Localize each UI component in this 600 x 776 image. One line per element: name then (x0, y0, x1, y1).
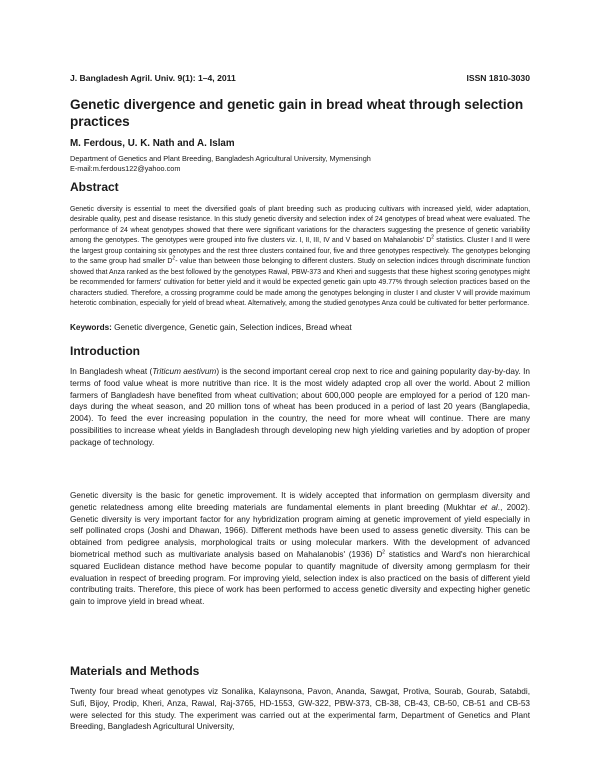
introduction-paragraph-2: Genetic diversity is the basic for genetic improvement. It is widely accepted that information on germplasm diversity and genetic relatedness among elite breeding materials are fundamental elements in plant breeding (Mukhtar et al., 2002). Genetic diversity is very important factor for any hybridization program aiming at genetic improvement of yield especially in self pollinated crops (Joshi and Dhawan, 1966). Different methods have been used to assess genetic diversity. This can be obtained from pedigree analysis, morphological traits or using molecular markers. With the development of advanced biometrical method such as multivariate analysis based on Mahalanobis' (1936) $D^2$ statistics and Ward's non hierarchical squared Euclidean distance method have become popular to quantify magnitude of diversity among germplasm for their evaluation in respect of breeding program. For improving yield, selection index is also practiced on the basis of different yield contributing traits. Therefore, this piece of work has been performed to access genetic diversity and expecting higher genetic gain to improve yield in bread wheat. (70, 491, 531, 607)
keywords-text: Genetic divergence, Genetic gain, Selection indices, Bread wheat (111, 323, 352, 332)
introduction-paragraph-1: In Bangladesh wheat (Triticum aestivum) is the second important cereal crop next to rice and gaining popularity day-by-day. In terms of food value wheat is more nutritive than rice. It is the most widely adapted crop all over the world. About 2 million farmers of Bangladesh have benefited from wheat cultivation; about 600,000 people are employed for a period of 120 man-days during the wheat season, and 20 million tons of wheat has been produced in a period of last 20 years (Banglapedia, 2004). To feed the ever increasing population in the country, the need for more wheat will continue. There are many possibilities to increase wheat yields in Bangladesh through developing new high yielding varieties and by adoption of proper package of technology. (70, 367, 530, 447)
introduction-heading: Introduction (70, 344, 140, 358)
keywords-label: Keywords: (70, 323, 112, 332)
methods-heading: Materials and Methods (70, 664, 200, 678)
issn-label: ISSN 1810-3030 (466, 73, 530, 83)
paper-title: Genetic divergence and genetic gain in bread wheat through selection practices (70, 97, 524, 129)
journal-citation: J. Bangladesh Agril. Univ. 9(1): 1–4, 2011 (70, 73, 236, 83)
abstract-text: Genetic diversity is essential to meet the diversified goals of plant breeding such as producing cultivars with increased yield, wider adaptation, desirable quality, pest and disease resistance. In this study genetic diversity and selection index of 24 genotypes of bread wheat were evaluated. The performance of 24 wheat genotypes showed that there were significant variations for the characters suggesting the presence of genetic variability among the genotypes. The genotypes were grouped into five clusters viz. I, II, III, IV and V based on Mahalanobis' $D^2$ statistics. Cluster I and II were the largest group containing six genotypes and the rest three clusters contained four, five and three genotypes respectively. The genotypes belonging to the same group had smaller $D^2-$ value than between those belonging to different clusters. Study on selection indices through discriminate function showed that Anza ranked as the best followed by the genotypes Rawal, PBW-373 and Kheri and suggests that these highest scoring genotypes might be recommended for farmers' cultivation for better yield and it would be expected genetic gain upto 49.77% through selection practices based on the characters studied. Therefore, a crossing programme could be made among the genotypes belonging in cluster I and cluster V will provide maximum heterotic combination, especially for yield of bread wheat. Alternatively, among the studied genotypes Anza could be cultivated for better performance. (70, 206, 530, 308)
keywords-line (70, 323, 352, 332)
affiliation: Department of Genetics and Plant Breeding, Bangladesh Agricultural University, Mymensingh (70, 154, 371, 163)
abstract-heading: Abstract (70, 180, 119, 194)
methods-paragraph-1: Twenty four bread wheat genotypes viz Sonalika, Kalaynsona, Pavon, Ananda, Sawgat, Protiva, Sourab, Gourab, Satabdi, Sufi, Bijoy, Prodip, Kheri, Anza, Rawal, Raj-3765, HD-1553, GW-322, PBW-373, CB-38, CB-43, CB-50, CB-51 and CB-53 were selected for this study. The experiment was carried out at the experimental farm, Department of Genetics and Plant Breeding, Bangladesh Agricultural University, (70, 687, 530, 732)
author-list: M. Ferdous, U. K. Nath and A. Islam (70, 138, 235, 149)
email-link[interactable]: E-mail:m.ferdous122@yahoo.com (70, 163, 181, 173)
affiliation-block (70, 154, 530, 174)
